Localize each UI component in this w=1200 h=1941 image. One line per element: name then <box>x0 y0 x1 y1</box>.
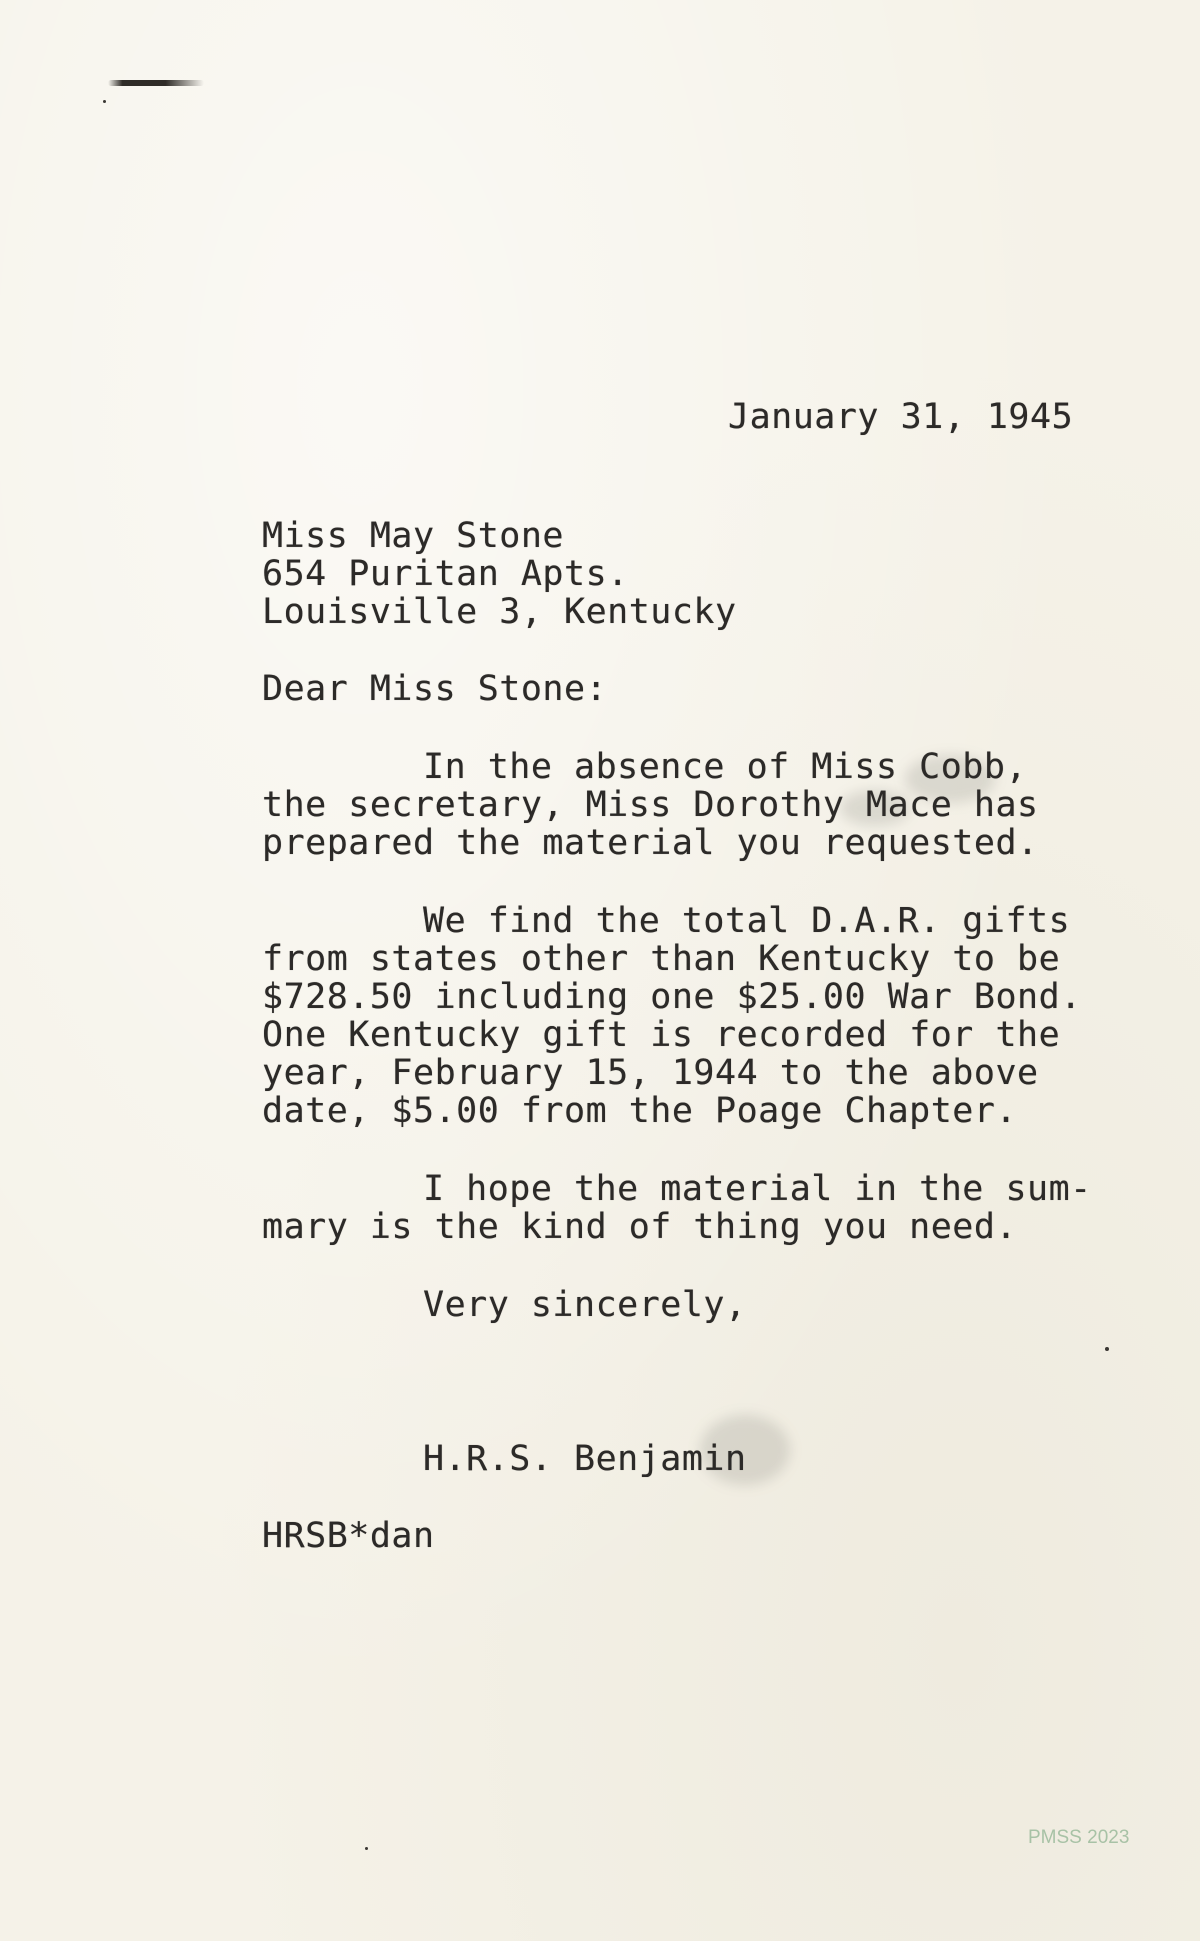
paper-speck <box>365 1847 368 1850</box>
archive-watermark: PMSS 2023 <box>1028 1827 1130 1848</box>
paragraph-2-line: One Kentucky gift is recorded for the <box>262 1015 1061 1055</box>
ink-mark <box>108 80 204 86</box>
paragraph-2-line: We find the total D.A.R. gifts <box>423 901 1071 941</box>
recipient-city: Louisville 3, Kentucky <box>262 592 737 632</box>
paragraph-2-line: from states other than Kentucky to be <box>262 939 1061 979</box>
paragraph-2-line: year, February 15, 1944 to the above <box>262 1053 1039 1093</box>
reference-initials: HRSB*dan <box>262 1516 435 1556</box>
recipient-name: Miss May Stone <box>262 516 565 556</box>
recipient-street: 654 Puritan Apts. <box>262 554 629 594</box>
paragraph-3-line: I hope the material in the sum- <box>423 1169 1092 1209</box>
salutation: Dear Miss Stone: <box>262 669 608 709</box>
closing: Very sincerely, <box>423 1285 747 1325</box>
paragraph-2-line: date, $5.00 from the Poage Chapter. <box>262 1091 1018 1131</box>
paragraph-1-line: prepared the material you requested. <box>262 823 1039 863</box>
paragraph-3-line: mary is the kind of thing you need. <box>262 1207 1018 1247</box>
paragraph-1-line: In the absence of Miss Cobb, <box>423 747 1028 787</box>
paper-speck <box>103 100 106 103</box>
paragraph-1-line: the secretary, Miss Dorothy Mace has <box>262 785 1039 825</box>
paragraph-2-line: $728.50 including one $25.00 War Bond. <box>262 977 1082 1017</box>
signer-name: H.R.S. Benjamin <box>423 1439 747 1479</box>
paper-speck <box>1105 1347 1109 1351</box>
letter-date: January 31, 1945 <box>728 397 1074 437</box>
